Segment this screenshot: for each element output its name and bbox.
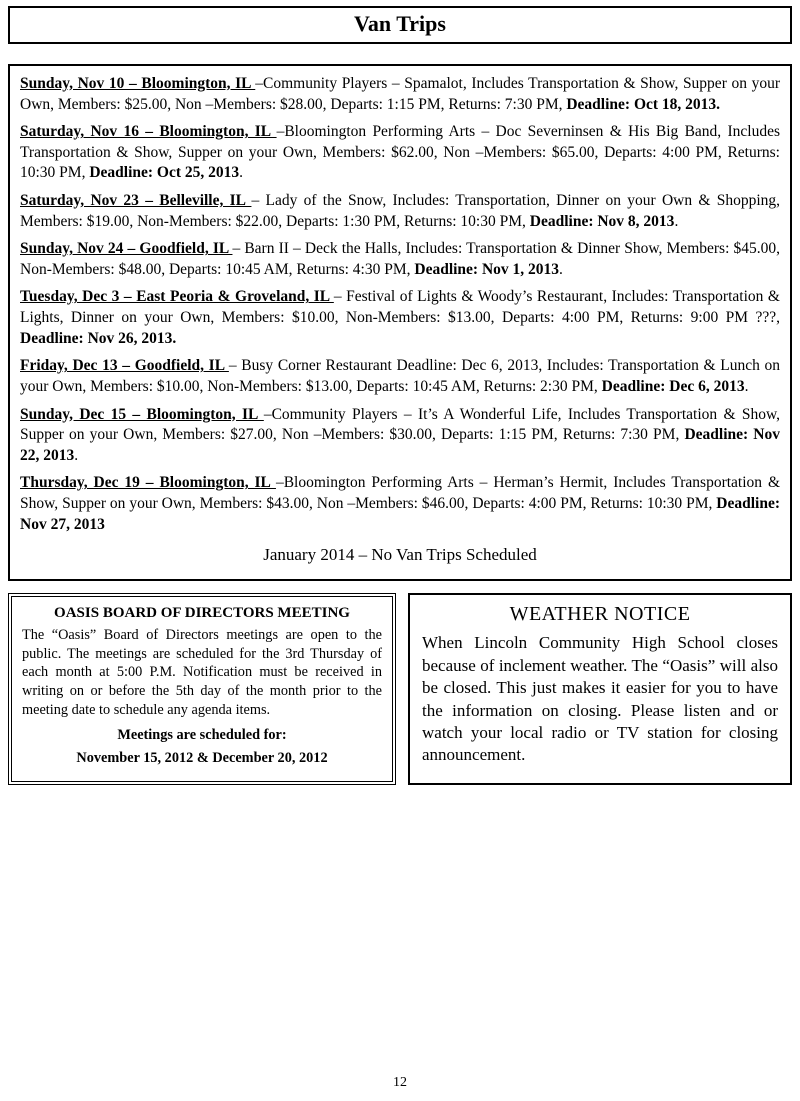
trip-entry-lead: Tuesday, Dec 3 – East Peoria & Groveland, IL bbox=[20, 288, 334, 306]
trip-entry-tail: . bbox=[744, 377, 749, 395]
trip-deadline: Deadline: Nov 26, 2013. bbox=[20, 329, 177, 347]
trip-entry bbox=[20, 239, 780, 280]
trip-entry bbox=[20, 74, 780, 115]
trip-entry bbox=[20, 287, 780, 349]
trip-entry-body: –Bloomington Performing Arts – Herman’s Hermit, Includes Transportation & Show, Supper on your Own, Members: $43.00, Non –Members: $46.00, Departs: 4:00 PM, Returns: 10:30 PM, bbox=[20, 474, 781, 512]
trip-entry-tail: . bbox=[559, 260, 563, 278]
trip-entry-tail: . bbox=[74, 446, 79, 464]
trip-entry bbox=[20, 191, 780, 232]
board-meeting-title: OASIS BOARD OF DIRECTORS MEETING bbox=[54, 605, 350, 622]
trip-entry-body: – Barn II – Deck the Halls, Includes: Transportation & Dinner Show, Members: $45.00, Non-Members: $48.00, Departs: 10:45 AM, Returns: 4:30 PM, bbox=[20, 240, 780, 278]
trip-entry-tail: . bbox=[674, 212, 679, 230]
trip-entry-lead: Sunday, Dec 15 – Bloomington, IL bbox=[20, 405, 264, 423]
trip-entry-lead: Sunday, Nov 10 – Bloomington, IL bbox=[20, 75, 256, 92]
trip-entry bbox=[20, 473, 780, 535]
meetings-schedule-label: Meetings are scheduled for: bbox=[117, 727, 287, 744]
trip-entry-body: –Bloomington Performing Arts – Doc Severninsen & His Big Band, Includes Transportation & Show, Supper on your Own, Members: $62.00, Non –Members: $65.00, Departs: 4:00 PM, Returns: 10:30 PM, bbox=[20, 123, 780, 182]
trip-entry-body: –Community Players – It’s A Wonderful Life, Includes Transportation & Show, Supper on your Own, Members: $27.00, Non –Members: $30.00, Departs: 1:15 PM, Returns: 7:30 PM, bbox=[20, 405, 781, 444]
trip-entry-lead: Saturday, Nov 16 – Bloomington, IL bbox=[20, 123, 277, 141]
trip-deadline: Deadline: Oct 18, 2013. bbox=[566, 95, 721, 113]
trip-entry-body: – Busy Corner Restaurant Deadline: Dec 6, 2013, Includes: Transportation & Lunch on your Own, Members: $10.00, Non-Members: $13.00, Departs: 10:45 AM, Returns: 2:30 PM, bbox=[20, 357, 780, 395]
trip-deadline: Deadline: Nov 22, 2013 bbox=[20, 426, 780, 464]
weather-notice-body: When Lincoln Community High School closes because of inclement weather. The “Oasis” will also be closed. This just makes it easier for you to have the information on closing. Please listen and or watch your local radio or TV station for closing announcement. bbox=[422, 633, 778, 765]
trip-entry-lead: Sunday, Nov 24 – Goodfield, IL bbox=[20, 240, 233, 258]
trip-entry-body: –Community Players – Spamalot, Includes Transportation & Show, Supper on your Own, Members: $25.00, Non –Members: $28.00, Departs: 1:15 PM, Returns: 7:30 PM, bbox=[20, 75, 780, 113]
trip-deadline: Deadline: Dec 6, 2013 bbox=[601, 377, 745, 395]
bottom-section bbox=[8, 593, 792, 785]
trip-entry bbox=[20, 356, 780, 397]
meetings-schedule-dates: November 15, 2012 & December 20, 2012 bbox=[76, 750, 328, 767]
trip-entry-lead: Saturday, Nov 23 – Belleville, IL bbox=[20, 192, 252, 210]
weather-notice-box bbox=[408, 593, 792, 785]
page-title: Van Trips bbox=[8, 6, 792, 44]
trip-deadline: Deadline: Nov 27, 2013 bbox=[20, 494, 780, 533]
trip-entry-body: – Lady of the Snow, Includes: Transportation, Dinner on your Own & Shopping, Members: $19.00, Non-Members: $22.00, Departs: 1:30 PM, Returns: 10:30 PM, bbox=[20, 192, 781, 230]
trip-entry-lead: Friday, Dec 13 – Goodfield, IL bbox=[20, 357, 229, 375]
board-meeting-box bbox=[8, 593, 396, 785]
trip-entry-lead: Thursday, Dec 19 – Bloomington, IL bbox=[20, 474, 276, 492]
trip-deadline: Deadline: Oct 25, 2013 bbox=[89, 164, 240, 182]
weather-notice-title: WEATHER NOTICE bbox=[509, 603, 691, 626]
board-meeting-body: The “Oasis” Board of Directors meetings are open to the public. The meetings are scheduled for the 3rd Thursday of each month at 5:00 P.M. Notification must be received in writing on or before the 5th day of the month prior to the meeting date to schedule any agenda items. bbox=[22, 627, 382, 718]
trip-entry-body: – Festival of Lights & Woody’s Restaurant, Includes: Transportation & Lights, Dinner on your Own, Members: $10.00, Non-Members: $13.00, Departs: 4:00 PM, Returns: 9:00 PM ???, bbox=[20, 288, 780, 327]
van-trips-box bbox=[8, 64, 792, 581]
page-number: 12 bbox=[393, 1075, 407, 1091]
trip-entry-tail: . bbox=[239, 164, 244, 182]
no-trips-note: January 2014 – No Van Trips Scheduled bbox=[263, 545, 537, 565]
trip-deadline: Deadline: Nov 8, 2013 bbox=[529, 212, 675, 230]
trip-entry bbox=[20, 405, 780, 467]
trip-deadline: Deadline: Nov 1, 2013 bbox=[414, 260, 560, 278]
trip-entry bbox=[20, 122, 780, 184]
